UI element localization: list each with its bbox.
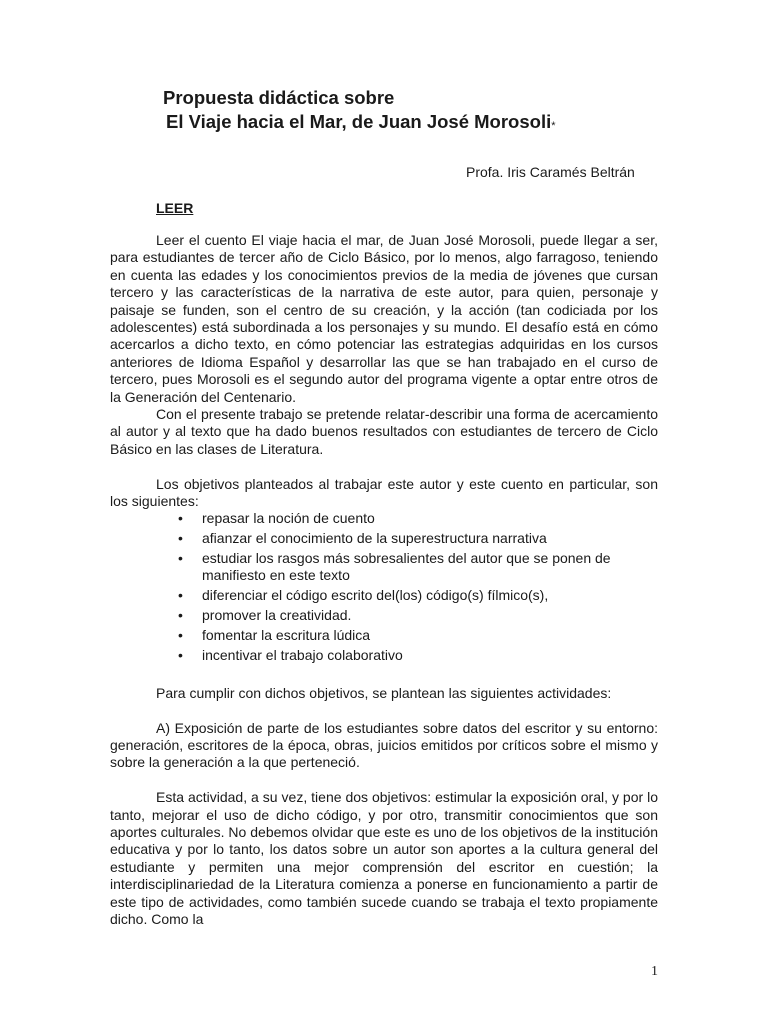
list-item: • repasar la noción de cuento — [202, 510, 658, 527]
paragraph-activity-a-objectives: Esta actividad, a su vez, tiene dos objetivos: estimular la exposición oral, y por lo tanto, mejorar el uso de dicho código, y por otro, transmitir conocimientos que son aportes culturales. No debemos olvidar que este es uno de los objetivos de la institución educativa y por lo tanto, los datos sobre un autor son aportes a la cultura general del estudiante y permiten una mejor comprensión del escritor en cuestión; la interdisciplinariedad de la Literatura comienza a ponerse en funcionamiento a partir de este tipo de actividades, como también sucede cuando se trabaja el texto propiamente dicho. Como la — [110, 789, 658, 928]
page-number: 1 — [651, 964, 658, 979]
paragraph-purpose: Con el presente trabajo se pretende relatar-describir una forma de acercamiento al autor y al texto que ha dado buenos resultados con estudiantes de tercero de Ciclo Básico en las clases de Literatura. — [110, 406, 658, 457]
title-line-2 — [163, 110, 556, 134]
paragraph-activity-a: A) Exposición de parte de los estudiantes sobre datos del escritor y su entorno: generación, escritores de la época, obras, juicios emitidos por críticos sobre el mismo y sobre la generación a la que perteneció. — [110, 719, 658, 771]
list-item: • promover la creatividad. — [202, 607, 658, 624]
document-body — [110, 232, 658, 929]
list-item: • estudiar los rasgos más sobresalientes del autor que se ponen de manifiesto en este texto — [202, 550, 658, 585]
paragraph-objectives-intro: Los objetivos planteados al trabajar este autor y este cuento en particular, son los siguientes: — [110, 475, 658, 510]
footnote-mark: * — [551, 120, 556, 132]
section-heading: LEER — [156, 200, 194, 216]
list-item: • afianzar el conocimiento de la superestructura narrativa — [202, 530, 658, 547]
list-item: • diferenciar el código escrito del(los) código(s) fílmico(s), — [202, 587, 658, 604]
list-item: • fomentar la escritura lúdica — [202, 627, 658, 644]
paragraph-intro: Leer el cuento El viaje hacia el mar, de Juan José Morosoli, puede llegar a ser, para estudiantes de tercer año de Ciclo Básico, por lo menos, algo farragoso, teniendo en cuenta las edades y los conocimientos previos de la media de jóvenes que cursan tercero y las características de la narrativa de este autor, para quien, personaje y paisaje se funden, son el centro de su creación, y la acción (tan codiciada por los adolescentes) está subordinada a los personajes y su mundo. El desafío está en cómo acercarlos a dicho texto, en cómo potenciar las estrategias adquiridas en los cursos anteriores de Idioma Español y desarrollar las que se han trabajado en el curso de tercero, pues Morosoli es el segundo autor del programa vigente a optar entre otros de la Generación del Centenario. — [110, 232, 658, 405]
list-item: • incentivar el trabajo colaborativo — [202, 647, 658, 664]
document-title — [163, 86, 556, 134]
paragraph-activities-intro: Para cumplir con dichos objetivos, se plantean las siguientes actividades: — [156, 684, 612, 701]
objectives-list — [110, 510, 658, 667]
title-line-2-text: El Viaje hacia el Mar, de Juan José Morosoli — [166, 111, 552, 132]
author-name: Profa. Iris Caramés Beltrán — [466, 164, 635, 180]
title-line-1: Propuesta didáctica sobre — [163, 87, 395, 108]
